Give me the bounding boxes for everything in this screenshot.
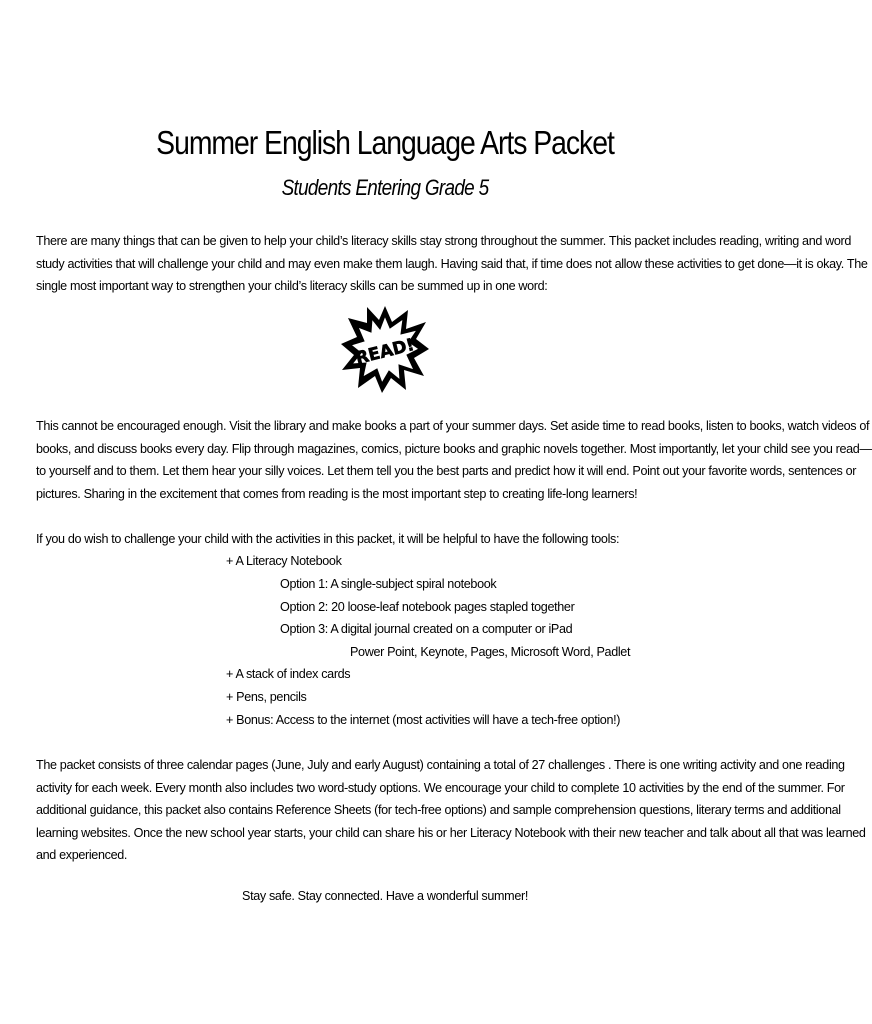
encourage-paragraph [36,415,872,505]
intro-line: single most important way to strengthen your child’s literacy skills can be summed up in one word: [36,279,548,293]
tools-option-3: Option 3: A digital journal created on a computer or iPad [280,622,573,636]
read-logo-text: READ! [353,335,417,369]
page-title: Summer English Language Arts Packet [156,124,614,161]
tools-option-1: Option 1: A single-subject spiral notebook [280,577,497,591]
intro-line: There are many things that can be given to help your child’s literacy skills stay strong throughout the summer. This packet includes reading, writing and word [36,234,852,248]
packet-line: additional guidance, this packet also contains Reference Sheets (for tech-free options) and sample comprehension questions, literary terms and additional [36,803,841,817]
encourage-line: to yourself and to them. Let them hear your silly voices. Let them tell you the best parts and predict how it will end. Point out your favorite words, sentences or [36,464,857,478]
packet-paragraph [36,754,866,867]
tools-intro-line: If you do wish to challenge your child with the activities in this packet, it will be helpful to have the following tools: [36,532,620,546]
tools-option-3-apps: Power Point, Keynote, Pages, Microsoft Word, Padlet [350,645,631,659]
packet-line: learning websites. Once the new school year starts, your child can share his or her Literacy Notebook with their new teacher and talk about all that was learned [36,825,866,840]
tools-item-notebook: + A Literacy Notebook [226,554,342,568]
read-burst-logo [340,304,430,394]
tools-item-index-cards: + A stack of index cards [226,667,351,681]
packet-line: activity for each week. Every month also includes two word-study options. We encourage your child to complete 10 activities by the end of the summer. For [36,780,845,795]
page-subtitle: Students Entering Grade 5 [281,175,489,200]
encourage-line: This cannot be encouraged enough. Visit the library and make books a part of your summer days. Set aside time to read books, listen to books, watch videos of [36,419,870,433]
intro-line: study activities that will challenge your child and may even make them laugh. Having said that, if time does not allow these activities to get done—it is okay. The [36,256,868,271]
encourage-line: books, and discuss books every day. Flip through magazines, comics, picture books and graphic novels together. Most importantly, let your child see you read— [36,441,872,456]
tools-option-2: Option 2: 20 loose-leaf notebook pages stapled together [280,600,575,614]
tools-intro [36,528,756,551]
encourage-line: pictures. Sharing in the excitement that comes from reading is the most important step to creating life-long learners! [36,486,638,501]
packet-line: and experienced. [36,848,128,862]
tools-item-bonus: + Bonus: Access to the internet (most activities will have a tech-free option!) [226,713,621,727]
closing-line: Stay safe. Stay connected. Have a wonderful summer! [242,889,528,903]
intro-paragraph [36,230,868,298]
tools-item-pens: + Pens, pencils [226,690,307,704]
packet-line: The packet consists of three calendar pages (June, July and early August) containing a total of 27 challenges . There is one writing activity and one reading [36,758,845,772]
